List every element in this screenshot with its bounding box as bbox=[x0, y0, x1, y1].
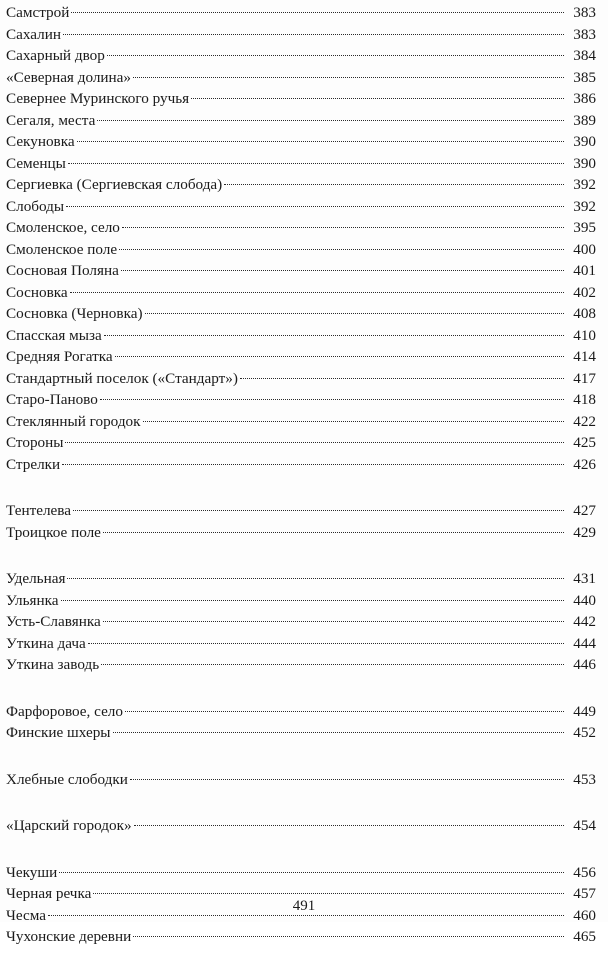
toc-entry bbox=[6, 432, 596, 454]
toc-entry-page: 400 bbox=[573, 240, 596, 258]
toc-entry bbox=[6, 769, 596, 791]
toc-entry-title: Сосновка bbox=[6, 283, 68, 301]
toc-entry bbox=[6, 110, 596, 132]
toc-group bbox=[6, 2, 596, 475]
toc-entry-title: Севернее Муринского ручья bbox=[6, 90, 190, 107]
toc-entry-page: 402 bbox=[573, 283, 596, 301]
toc-entry bbox=[6, 500, 596, 522]
toc-entry-page: 392 bbox=[573, 176, 596, 193]
toc-entry-page: 384 bbox=[573, 47, 596, 64]
dot-leader bbox=[65, 442, 564, 443]
toc-entry bbox=[6, 368, 596, 390]
toc-entry-page: 389 bbox=[573, 111, 596, 129]
dot-leader bbox=[122, 227, 564, 228]
toc-entry bbox=[6, 196, 596, 218]
dot-leader bbox=[113, 732, 565, 733]
toc-entry-page: 457 bbox=[573, 885, 596, 902]
dot-leader bbox=[103, 532, 564, 533]
toc-entry-title: Сахарный двор bbox=[6, 47, 105, 64]
toc-entry-title: Ульянка bbox=[6, 591, 59, 609]
toc-entry-title: Секуновка bbox=[6, 133, 75, 150]
toc-entry-page: 444 bbox=[573, 634, 596, 652]
toc-entry-page: 408 bbox=[573, 305, 596, 322]
toc-entry-page: 429 bbox=[573, 523, 596, 541]
dot-leader bbox=[104, 335, 564, 336]
toc-entry-title: Средняя Рогатка bbox=[6, 348, 113, 365]
toc-entry-title: Тентелева bbox=[6, 502, 71, 519]
toc-entry-title: Чесма bbox=[6, 906, 46, 924]
dot-leader bbox=[133, 77, 564, 78]
toc-entry bbox=[6, 701, 596, 723]
toc-entry-title: Спасская мыза bbox=[6, 326, 102, 344]
toc-entry bbox=[6, 303, 596, 325]
toc-entry-page: 452 bbox=[573, 724, 596, 741]
table-of-contents bbox=[6, 2, 596, 973]
dot-leader bbox=[130, 779, 564, 780]
toc-entry-page: 456 bbox=[573, 863, 596, 881]
toc-entry-title: Стеклянный городок bbox=[6, 412, 141, 430]
toc-entry-page: 383 bbox=[573, 25, 596, 43]
toc-entry-title: Уткина заводь bbox=[6, 656, 100, 673]
dot-leader bbox=[100, 399, 564, 400]
toc-entry bbox=[6, 239, 596, 261]
toc-entry-page: 449 bbox=[573, 702, 596, 720]
toc-entry-title: Чекуши bbox=[6, 863, 58, 881]
toc-entry bbox=[6, 926, 596, 948]
toc-entry-page: 440 bbox=[573, 591, 596, 609]
toc-entry-title: Стандартный поселок («Стандарт») bbox=[6, 369, 238, 387]
dot-leader bbox=[97, 120, 564, 121]
toc-entry bbox=[6, 88, 596, 110]
toc-entry-page: 422 bbox=[573, 412, 596, 430]
dot-leader bbox=[66, 206, 564, 207]
toc-entry-page: 390 bbox=[573, 154, 596, 172]
dot-leader bbox=[143, 421, 564, 422]
toc-entry-title: Смоленское, село bbox=[6, 219, 120, 236]
toc-entry-title: Удельная bbox=[6, 570, 66, 587]
toc-entry-page: 454 bbox=[573, 817, 596, 834]
toc-entry-title: Смоленское поле bbox=[6, 240, 118, 258]
toc-entry bbox=[6, 24, 596, 46]
toc-entry bbox=[6, 568, 596, 590]
toc-entry-page: 417 bbox=[573, 369, 596, 387]
toc-entry bbox=[6, 411, 596, 433]
dot-leader bbox=[101, 664, 564, 665]
toc-entry bbox=[6, 217, 596, 239]
toc-entry bbox=[6, 45, 596, 67]
dot-leader bbox=[191, 98, 564, 99]
toc-entry-title: Слободы bbox=[6, 197, 65, 215]
dot-leader bbox=[68, 163, 564, 164]
toc-entry-title: Самстрой bbox=[6, 4, 70, 21]
toc-entry bbox=[6, 2, 596, 24]
toc-entry-title: Троицкое поле bbox=[6, 523, 101, 541]
toc-entry-title: Фарфоровое, село bbox=[6, 702, 123, 720]
toc-entry-title: Сегаля, места bbox=[6, 111, 96, 129]
toc-entry bbox=[6, 454, 596, 476]
toc-entry-page: 385 bbox=[573, 68, 596, 86]
dot-leader bbox=[107, 55, 564, 56]
toc-entry-page: 390 bbox=[573, 133, 596, 150]
toc-entry bbox=[6, 67, 596, 89]
toc-entry-title: Чухонские деревни bbox=[6, 928, 132, 945]
dot-leader bbox=[145, 313, 564, 314]
toc-entry-title: Уткина дача bbox=[6, 634, 86, 652]
toc-entry bbox=[6, 862, 596, 884]
toc-entry-page: 386 bbox=[573, 90, 596, 107]
toc-entry-title: Старо-Паново bbox=[6, 391, 98, 408]
dot-leader bbox=[119, 249, 564, 250]
toc-entry-title: «Северная долина» bbox=[6, 68, 132, 86]
toc-entry-title: Стороны bbox=[6, 434, 64, 451]
toc-entry-page: 453 bbox=[573, 770, 596, 788]
dot-leader bbox=[67, 578, 564, 579]
toc-entry bbox=[6, 522, 596, 544]
toc-entry bbox=[6, 346, 596, 368]
toc-group bbox=[6, 701, 596, 744]
dot-leader bbox=[125, 711, 564, 712]
toc-group bbox=[6, 500, 596, 543]
dot-leader bbox=[73, 510, 564, 511]
toc-entry bbox=[6, 153, 596, 175]
toc-entry-title: Сахалин bbox=[6, 25, 61, 43]
toc-entry bbox=[6, 590, 596, 612]
toc-entry-page: 425 bbox=[573, 434, 596, 451]
dot-leader bbox=[93, 893, 564, 894]
dot-leader bbox=[63, 34, 564, 35]
toc-entry-title: «Царский городок» bbox=[6, 817, 132, 834]
toc-entry-page: 442 bbox=[573, 613, 596, 630]
toc-entry-page: 418 bbox=[573, 391, 596, 408]
toc-entry bbox=[6, 654, 596, 676]
toc-entry-title: Усть-Славянка bbox=[6, 613, 101, 630]
toc-entry bbox=[6, 611, 596, 633]
toc-entry-title: Сосновая Поляна bbox=[6, 262, 119, 279]
toc-entry-title: Семенцы bbox=[6, 154, 66, 172]
toc-entry-title: Черная речка bbox=[6, 885, 92, 902]
toc-entry-page: 414 bbox=[573, 348, 596, 365]
toc-entry-page: 426 bbox=[573, 455, 596, 473]
toc-entry-page: 460 bbox=[573, 906, 596, 924]
toc-entry-page: 465 bbox=[573, 928, 596, 945]
dot-leader bbox=[240, 378, 564, 379]
toc-entry-page: 427 bbox=[573, 502, 596, 519]
toc-entry-title: Стрелки bbox=[6, 455, 61, 473]
toc-entry-title: Хлебные слободки bbox=[6, 770, 128, 788]
toc-entry-page: 401 bbox=[573, 262, 596, 279]
toc-entry bbox=[6, 174, 596, 196]
toc-entry bbox=[6, 325, 596, 347]
dot-leader bbox=[133, 936, 564, 937]
toc-entry-page: 431 bbox=[573, 570, 596, 587]
dot-leader bbox=[59, 872, 564, 873]
dot-leader bbox=[70, 292, 564, 293]
toc-group bbox=[6, 769, 596, 791]
toc-entry-page: 383 bbox=[573, 4, 596, 21]
toc-entry bbox=[6, 389, 596, 411]
page-number: 491 bbox=[292, 898, 316, 914]
toc-entry-page: 395 bbox=[573, 219, 596, 236]
toc-entry-title: Сергиевка (Сергиевская слобода) bbox=[6, 176, 223, 193]
dot-leader bbox=[77, 141, 564, 142]
toc-entry bbox=[6, 633, 596, 655]
dot-leader bbox=[71, 12, 564, 13]
dot-leader bbox=[224, 184, 564, 185]
dot-leader bbox=[62, 464, 564, 465]
dot-leader bbox=[103, 621, 564, 622]
toc-entry bbox=[6, 282, 596, 304]
toc-entry bbox=[6, 131, 596, 153]
dot-leader bbox=[121, 270, 564, 271]
dot-leader bbox=[88, 643, 564, 644]
toc-group bbox=[6, 815, 596, 837]
toc-entry bbox=[6, 815, 596, 837]
toc-entry-title: Сосновка (Черновка) bbox=[6, 305, 143, 322]
dot-leader bbox=[134, 825, 564, 826]
dot-leader bbox=[115, 356, 564, 357]
toc-entry-title: Финские шхеры bbox=[6, 724, 111, 741]
dot-leader bbox=[61, 600, 564, 601]
toc-entry bbox=[6, 722, 596, 744]
toc-group bbox=[6, 568, 596, 676]
toc-entry-page: 392 bbox=[573, 197, 596, 215]
toc-entry-page: 410 bbox=[573, 326, 596, 344]
toc-entry-page: 446 bbox=[573, 656, 596, 673]
toc-entry bbox=[6, 260, 596, 282]
